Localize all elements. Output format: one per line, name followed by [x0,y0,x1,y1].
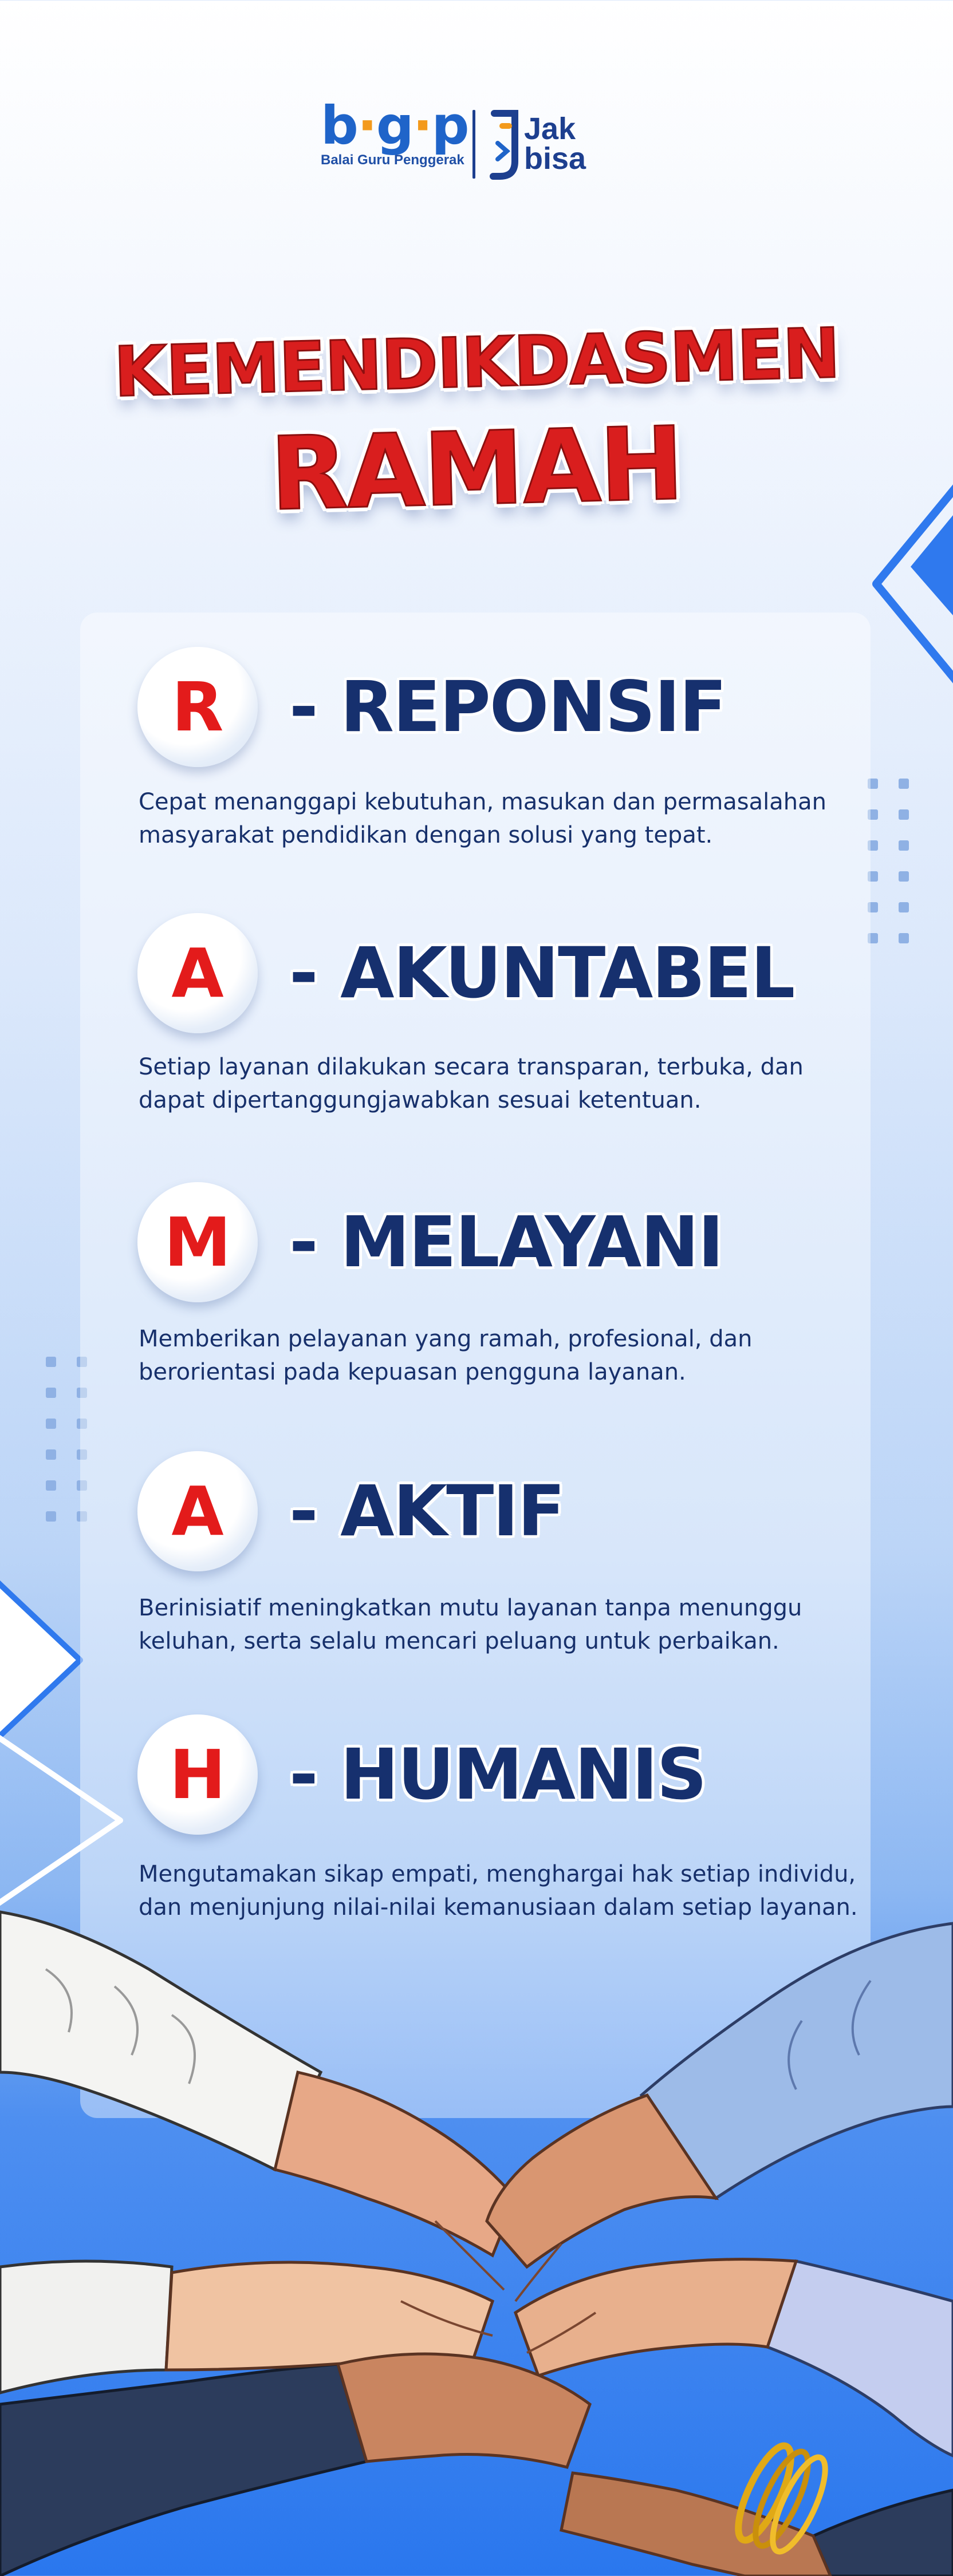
item-description-line-1: Setiap layanan dilakukan secara transparan, terbuka, dan [139,1054,804,1080]
item-description-line-1: Memberikan pelayanan yang ramah, profesional, dan [139,1326,753,1352]
item-description-line-2: keluhan, serta selalu mencari peluang untuk perbaikan. [139,1628,779,1654]
stacked-hands-illustration [0,1901,953,2576]
item-description [139,1591,883,1658]
item-header [137,913,882,1028]
item-description [139,785,883,852]
item-description-line-1: Berinisiatif meningkatkan mutu layanan tanpa menunggu [139,1595,802,1621]
item-title: - REPONSIF [289,666,726,748]
letter-badge [137,1714,258,1835]
item-header [137,1714,882,1829]
item-description-line-2: dapat dipertanggungjawabkan sesuai ketentuan. [139,1087,702,1113]
item-title: - HUMANIS [289,1734,706,1815]
letter: A [171,1472,224,1551]
letter: M [164,1203,231,1282]
jakbisa-line2: bisa [524,141,586,176]
item-description [139,1322,883,1389]
item-description [139,1050,883,1117]
bgp-logo [321,97,468,168]
letter-badge [137,1182,258,1302]
letter: H [169,1735,226,1814]
letter-badge [137,913,258,1033]
item-header [137,1451,882,1566]
bgp-wordmark: b·g·p [321,95,468,156]
item-title: - AKUNTABEL [289,933,794,1014]
letter-badge [137,1451,258,1571]
item-header [137,647,882,761]
header-logos [321,97,641,195]
letter: R [171,667,224,746]
item-title: - AKTIF [289,1471,565,1552]
letter-badge [137,647,258,767]
letter: A [171,934,224,1013]
title-line-1: KEMENDIKDASMEN [113,314,840,413]
jakbisa-logo [490,109,621,183]
bgp-subtitle: Balai Guru Penggerak [321,152,464,168]
item-description-line-2: dan menjunjung nilai-nilai kemanusiaan dalam setiap layanan. [139,1894,858,1921]
title-line-2: RAMAH [269,405,684,534]
logo-divider [472,110,475,179]
item-title: - MELAYANI [289,1202,723,1283]
item-description-line-2: masyarakat pendidikan dengan solusi yang tepat. [139,822,713,848]
jakbisa-line1: Jak [524,112,576,146]
item-description-line-2: berorientasi pada kepuasan pengguna layanan. [139,1359,686,1385]
item-header [137,1182,882,1297]
item-description-line-1: Mengutamakan sikap empati, menghargai hak setiap individu, [139,1861,856,1887]
item-description-line-1: Cepat menanggapi kebutuhan, masukan dan permasalahan [139,789,826,815]
jakbisa-mark-icon [490,109,524,183]
